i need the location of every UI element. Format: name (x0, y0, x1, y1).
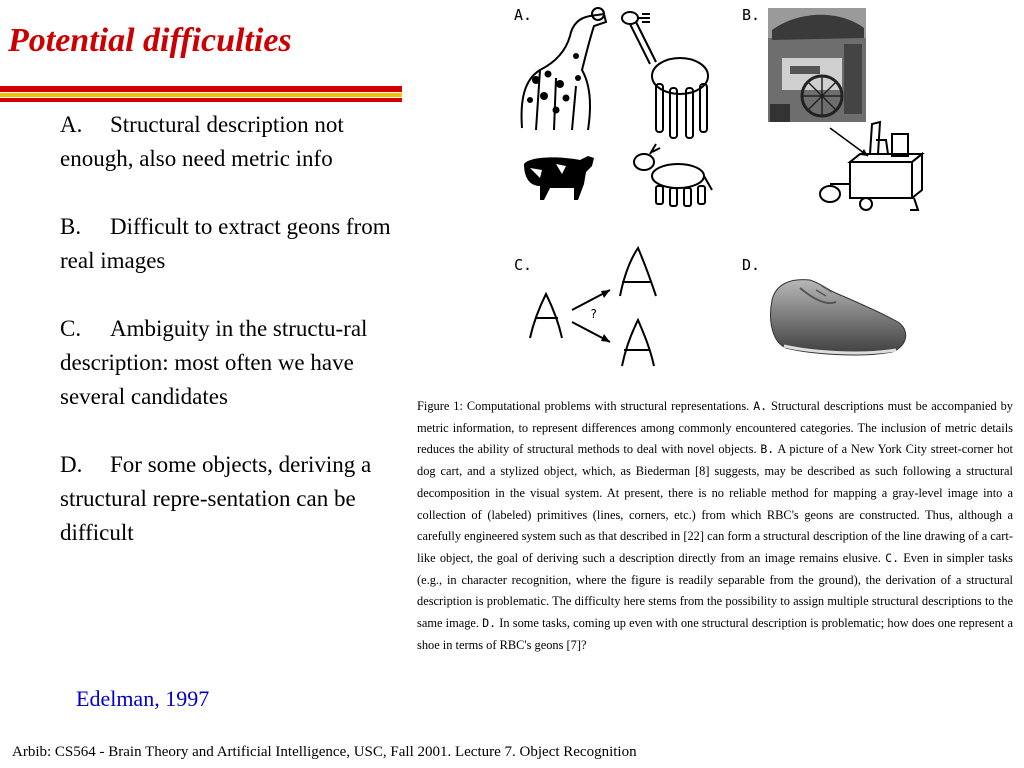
caption-text: In some tasks, coming up even with one structural description is problematic; how does one represent a shoe in terms of RBC's geons [7]? (417, 616, 1013, 652)
footer: Arbib: CS564 - Brain Theory and Artificial Intelligence, USC, Fall 2001. Lecture 7. Object Recognition (12, 744, 637, 760)
cow-drawing (524, 156, 594, 200)
point-d (60, 448, 405, 550)
citation: Edelman, 1997 (76, 686, 210, 711)
panel-label-a: A. (514, 6, 533, 24)
figure-panels (500, 0, 1024, 390)
shoe-rendering (771, 280, 906, 355)
point-text: Difficult to extract geons from real images (60, 214, 391, 273)
point-label: D. (60, 452, 83, 477)
point-c (60, 312, 405, 414)
caption-marker-c: C. (885, 550, 899, 565)
caption-text: Structural descriptions must be accompanied by metric information, to represent differences among commonly encountered categories. The inclusion of metric details reduces the ability of structural methods to deal with novel objects. (417, 399, 1013, 457)
point-a (60, 108, 405, 176)
panel-label-c: C. (514, 256, 533, 274)
caption-marker-d: D. (482, 616, 497, 631)
point-b (60, 210, 405, 278)
point-text: For some objects, deriving a structural repre-sentation can be difficult (60, 452, 372, 545)
question-mark: ? (590, 307, 598, 321)
caption-text: Even in simpler tasks (e.g., in character recognition, where the figure is readily separable from the ground), the derivation of a structural description is problematic. The difficulty here stems from the possibility to assign multiple structural descriptions to the same image. (417, 550, 1013, 631)
panel-label-b: B. (742, 6, 761, 24)
point-label: B. (60, 214, 82, 239)
point-label: A. (60, 112, 83, 137)
caption-marker-b: B. (760, 442, 775, 457)
point-text: Ambiguity in the structu-ral description: most often we have several candidates (60, 316, 368, 409)
cart-line-drawing (820, 122, 922, 210)
caption-text: Figure 1: Computational problems with structural representations. (417, 399, 750, 413)
panel-label-d: D. (742, 256, 761, 274)
caption-marker-a: A. (753, 399, 768, 413)
point-label: C. (60, 316, 82, 341)
slide-title: Potential difficulties (8, 22, 292, 59)
hot-dog-cart-photo (768, 8, 866, 122)
cow-geon-drawing (634, 144, 712, 206)
point-text: Structural description not enough, also need metric info (60, 112, 344, 171)
caption-text: A picture of a New York City street-corner hot dog cart, and a stylized object, which, as Biederman [8] suggests, may be described as such following a structural decomposition in the visual system. At present, there is no reliable method for mapping a gray-level image into a collection of (labeled) primitives (lines, corners, etc.) from which RBC's geons are constructed. Thus, although a carefully engineered system such as that described in [22] can form a structural description of the line drawing of a cart-like object, the goal of deriving such a description directly from an image remains elusive. (417, 442, 1013, 565)
giraffe-geon-drawing (622, 12, 708, 138)
title-rule-red-bottom (0, 98, 402, 102)
figure-caption (417, 396, 1013, 656)
title-rule-yellow (0, 93, 402, 97)
figure-drawings (500, 0, 1024, 390)
title-rule-red-top (0, 86, 402, 92)
bullet-list (60, 108, 405, 584)
giraffe-drawing (522, 8, 606, 130)
